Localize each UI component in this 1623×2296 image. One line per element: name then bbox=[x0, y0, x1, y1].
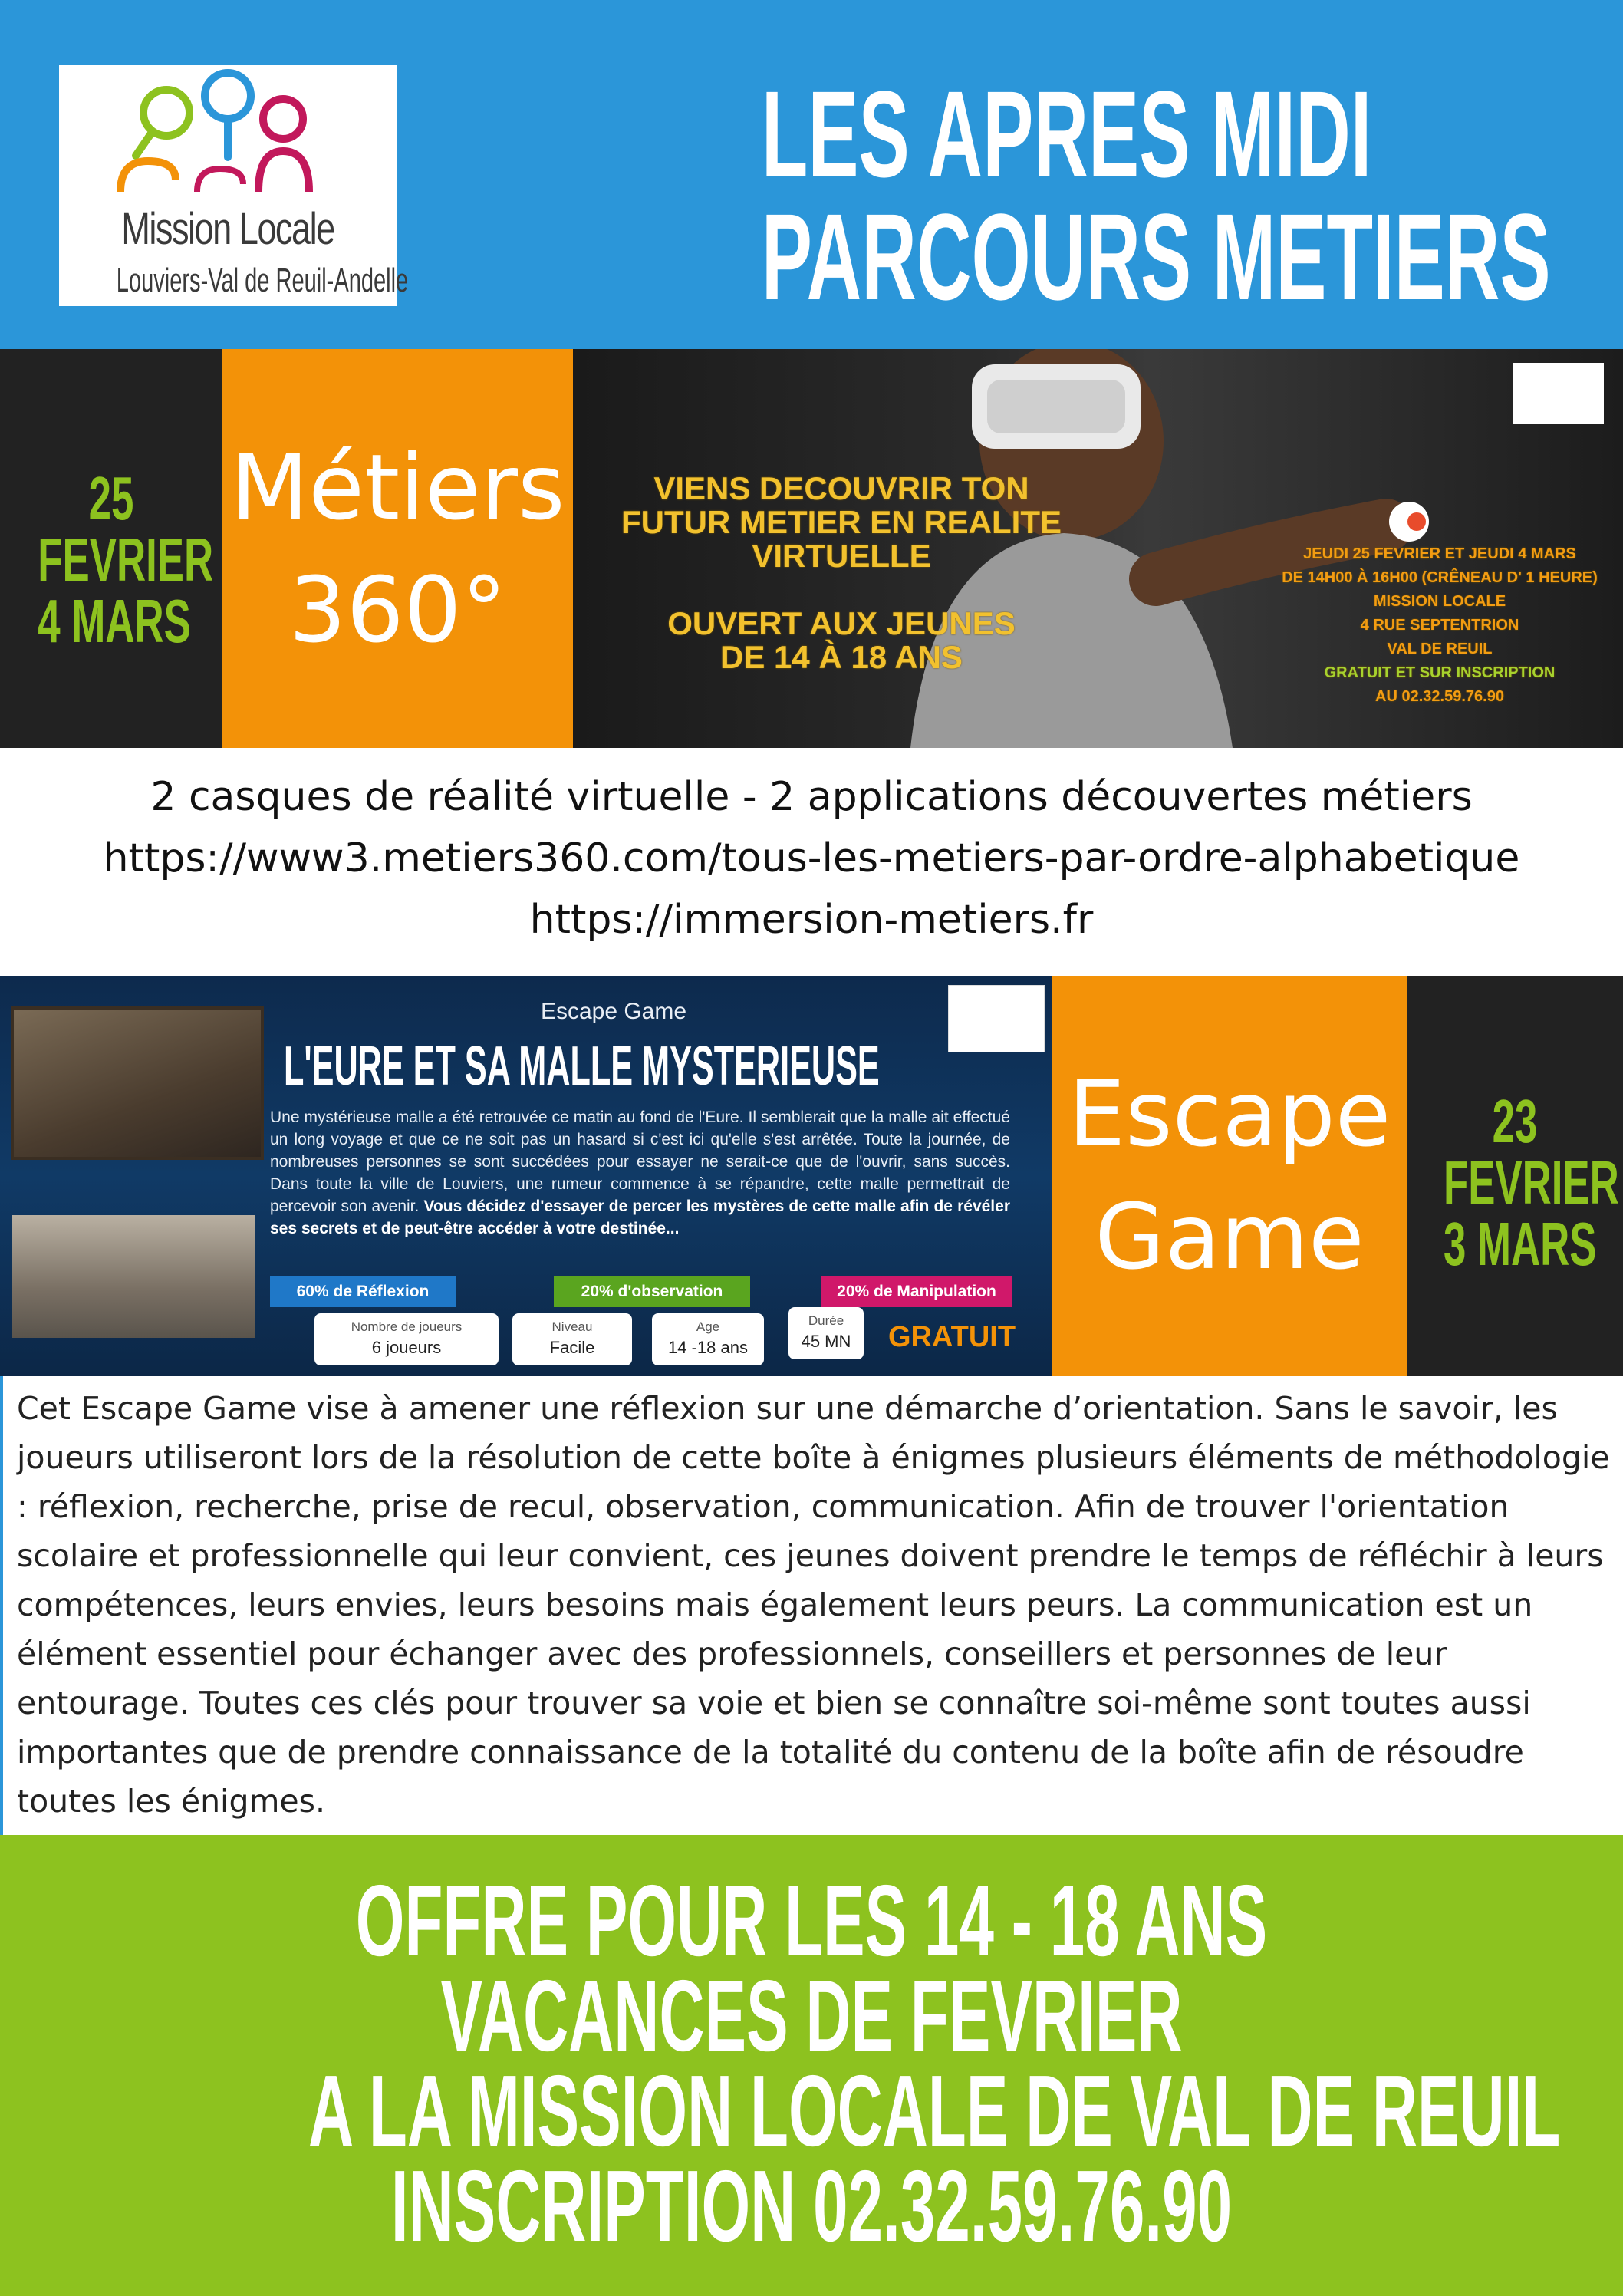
card-duration bbox=[788, 1307, 864, 1359]
metiers360-label bbox=[222, 349, 573, 748]
vr-headset-photo bbox=[573, 349, 1623, 748]
escape-date-day: 23 bbox=[1492, 1087, 1538, 1155]
poster-title: L'EURE ET SA MALLE MYSTERIEUSE bbox=[284, 1036, 880, 1097]
card-age-key: Age bbox=[696, 1319, 720, 1334]
poster-subtitle: Escape Game bbox=[540, 999, 687, 1024]
vr-info-line-4: 4 RUE SEPTENTRION bbox=[1360, 617, 1519, 634]
page-title-line-1: LES APRES MIDI bbox=[761, 65, 1372, 203]
badge-reflexion bbox=[270, 1276, 456, 1307]
vr-info-line-7: AU 02.32.59.76.90 bbox=[1375, 688, 1504, 705]
vr-headline-line-1: VIENS DECOUVRIR TON bbox=[653, 470, 1029, 506]
escape-game-dates bbox=[1407, 976, 1623, 1376]
vr-audience-line-2: DE 14 À 18 ANS bbox=[720, 639, 963, 675]
vr-info bbox=[1263, 542, 1616, 709]
poster-story-text: Une mystérieuse malle a été retrouvée ce matin au fond de l'Eure. Il semblerait que la malle ait effectué un long voyage et que ce ne soit pas un hasard si c'est ici qu'elle s'est arrêtée. Toute la journée, de nombreuses personnes se sont succédées pour essayer ne serait-ce que de l'ouvrir, sans succès. Dans toute la ville de Louviers, une rumeur commence à se répandre, cette malle permettrait de percevoir son avenir. bbox=[270, 1108, 1010, 1215]
badge-manipulation bbox=[821, 1276, 1012, 1307]
poster-story bbox=[270, 1106, 1010, 1240]
escape-game-label-line-2: Game bbox=[1095, 1184, 1365, 1290]
vr-info-line-5: VAL DE REUIL bbox=[1387, 641, 1493, 657]
metiers360-description bbox=[0, 748, 1623, 974]
metiers360-label-line-1: Métiers bbox=[230, 434, 565, 540]
escape-game-description-text: Cet Escape Game vise à amener une réflexion sur une démarche d’orientation. Sans le savoir, les joueurs utiliseront lors de la résolution de cette boîte à énigmes plusieurs éléments de méthodologie : réflexion, recherche, prise de recul, observation, communication. Afin de trouver l'orientation scolaire et professionnelle qui leur convient, ces jeunes doivent prendre le temps de réfléchir à leurs compétences, leurs envies, leurs besoins mais également leurs peurs. La communication est un élément essentiel pour échanger avec des professionnels, conseillers et personnes de leur entourage. Toutes ces clés pour trouver sa voie et bien se connaître soi-même sont toutes aussi importantes que de prendre connaissance de la totalité du contenu de la boîte afin de résoudre toutes les énigmes. bbox=[17, 1390, 1610, 1820]
vr-info-line-6: GRATUIT ET SUR INSCRIPTION bbox=[1324, 664, 1556, 681]
vr-headline-line-2: FUTUR METIER EN REALITE bbox=[621, 504, 1062, 540]
card-players-value: 6 joueurs bbox=[371, 1338, 442, 1357]
immersion-metiers-link[interactable]: https://immersion-metiers.fr bbox=[529, 897, 1094, 943]
date-second: 4 MARS bbox=[38, 587, 191, 655]
badge-reflexion-label: 60% de Réflexion bbox=[296, 1283, 430, 1300]
escape-game-poster bbox=[0, 976, 1052, 1376]
metiers360-label-line-2: 360° bbox=[288, 557, 507, 663]
vr-headline-line-3: VIRTUELLE bbox=[752, 538, 931, 574]
vr-info-line-3: MISSION LOCALE bbox=[1373, 593, 1506, 610]
badge-observation bbox=[554, 1276, 750, 1307]
poster-story-bold: Vous décidez d'essayer de percer les mystères de cette malle afin de révéler ses secrets et de peut-être accéder à votre destinée... bbox=[270, 1197, 1010, 1237]
escape-date-month: FEVRIER bbox=[1443, 1148, 1619, 1217]
date-month: FEVRIER bbox=[38, 525, 214, 594]
people-icon bbox=[105, 65, 351, 203]
old-louviers-photo bbox=[12, 1215, 255, 1338]
metiers360-description-line: 2 casques de réalité virtuelle - 2 applications découvertes métiers bbox=[150, 774, 1473, 820]
footer-line-4: INSCRIPTION 02.32.59.76.90 bbox=[390, 2149, 1233, 2262]
footer-banner bbox=[0, 1835, 1623, 2296]
badge-observation-label: 20% d'observation bbox=[581, 1283, 723, 1300]
mission-locale-logo bbox=[59, 65, 409, 306]
date-day: 25 bbox=[88, 464, 134, 532]
card-duration-key: Durée bbox=[808, 1313, 844, 1328]
footer-line-3: A LA MISSION LOCALE DE VAL DE REUIL bbox=[308, 2054, 1561, 2167]
card-level-value: Facile bbox=[549, 1338, 595, 1357]
page-title-line-2: PARCOURS METIERS bbox=[761, 188, 1551, 325]
vr-headline bbox=[596, 472, 1087, 674]
footer-text bbox=[0, 1864, 1623, 2262]
treasure-chest-image bbox=[11, 1006, 264, 1160]
mission-locale-mini-logo bbox=[948, 985, 1045, 1052]
vr-info-line-1: JEUDI 25 FEVRIER ET JEUDI 4 MARS bbox=[1303, 545, 1576, 562]
page-title bbox=[761, 65, 1551, 325]
vr-audience-line-1: OUVERT AUX JEUNES bbox=[667, 605, 1016, 641]
escape-game-label bbox=[1052, 976, 1407, 1376]
escape-game-label-line-1: Escape bbox=[1068, 1061, 1391, 1167]
card-level bbox=[512, 1313, 632, 1365]
poster-price: GRATUIT bbox=[888, 1321, 1016, 1353]
header-banner bbox=[0, 0, 1623, 349]
metiers360-band bbox=[0, 349, 1623, 748]
footer-line-2: VACANCES DE FEVRIER bbox=[440, 1959, 1183, 2072]
card-players bbox=[314, 1313, 499, 1365]
card-age bbox=[652, 1313, 764, 1365]
card-players-key: Nombre de joueurs bbox=[351, 1319, 463, 1334]
escape-game-description bbox=[0, 1376, 1623, 1835]
escape-date-second: 3 MARS bbox=[1443, 1210, 1597, 1278]
escape-game-band bbox=[0, 976, 1623, 1376]
card-duration-value: 45 MN bbox=[801, 1332, 851, 1351]
badge-manipulation-label: 20% de Manipulation bbox=[837, 1283, 996, 1300]
card-age-value: 14 -18 ans bbox=[668, 1338, 748, 1357]
logo-title: Mission Locale bbox=[121, 204, 334, 254]
vr-info-line-2: DE 14H00 À 16H00 (CRÊNEAU D' 1 HEURE) bbox=[1282, 569, 1598, 586]
logo-subtitle: Louviers-Val de Reuil-Andelle bbox=[116, 262, 409, 299]
metiers360-dates bbox=[0, 349, 222, 748]
card-level-key: Niveau bbox=[551, 1319, 593, 1334]
footer-line-1: OFFRE POUR LES 14 - 18 ANS bbox=[355, 1864, 1268, 1977]
metiers360-link[interactable]: https://www3.metiers360.com/tous-les-metiers-par-ordre-alphabetique bbox=[103, 835, 1520, 881]
